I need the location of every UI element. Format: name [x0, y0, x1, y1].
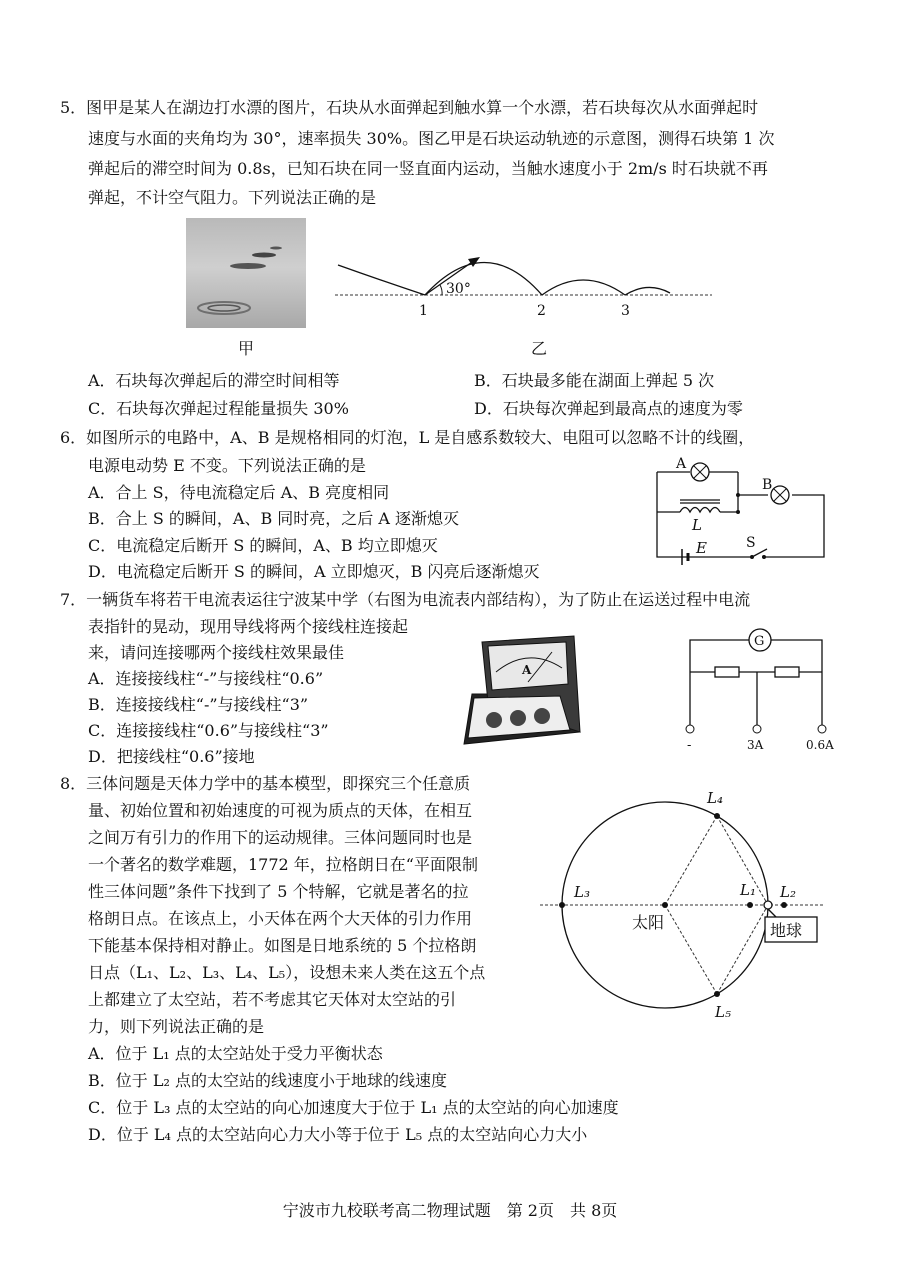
q6-option-d: D．电流稳定后断开 S 的瞬间，A 立即熄灭，B 闪亮后逐渐熄灭 [88, 562, 540, 581]
q6-option-c: C．电流稳定后断开 S 的瞬间，A、B 均立即熄灭 [88, 536, 438, 555]
q8-stem-line10: 力，则下列说法正确的是 [88, 1017, 265, 1036]
q5-option-b: B．石块最多能在湖面上弹起 5 次 [474, 371, 715, 390]
q8-stem-line1: 8．三体问题是天体力学中的基本模型，即探究三个任意质 [60, 774, 471, 793]
q8-option-c: C．位于 L₃ 点的太空站的向心加速度大于位于 L₁ 点的太空站的向心加速度 [88, 1098, 619, 1117]
q7-stem-line1: 7．一辆货车将若干电流表运往宁波某中学（右图为电流表内部结构），为了防止在运送过程中电流 [60, 590, 751, 609]
q8-option-d: D．位于 L₄ 点的太空站向心力大小等于位于 L₅ 点的太空站向心力大小 [88, 1125, 588, 1144]
q5-stem-line3: 弹起后的滞空时间为 0.8s，已知石块在同一竖直面内运动，当触水速度小于 2m/s 时石块就不再 [88, 159, 768, 178]
ammeter-internal-circuit [680, 625, 840, 755]
l4-dot [714, 813, 720, 819]
q7-stem-line2: 表指针的晃动，现用导线将两个接线柱连接起 [88, 617, 409, 636]
q7-option-d: D．把接线柱“0.6”接地 [88, 747, 255, 766]
stone-skipping-photo [186, 218, 306, 328]
q6-stem-line1: 6．如图所示的电路中，A、B 是规格相同的灯泡，L 是自感系数较大、电阻可以忽略不计的线圈， [60, 428, 755, 447]
q5-stem-line4: 弹起，不计空气阻力。下列说法正确的是 [88, 188, 377, 207]
terminal-minus-icon [486, 712, 502, 728]
l1-label: L₁ [740, 881, 756, 899]
q7-option-b: B．连接接线柱“-”与接线柱“3” [88, 695, 309, 714]
l3-dot [559, 902, 565, 908]
q5-option-d: D．石块每次弹起到最高点的速度为零 [474, 399, 743, 418]
terminal-06a-label: 0.6A [806, 738, 834, 752]
q8-option-b: B．位于 L₂ 点的太空站的线速度小于地球的线速度 [88, 1071, 447, 1090]
switch-s-label: S [746, 535, 756, 551]
q5-stem-line1: 5．图甲是某人在湖边打水漂的图片，石块从水面弹起到触水算一个水漂，若石块每次从水面弹起时 [60, 98, 759, 117]
l2-dot [781, 902, 787, 908]
ammeter-picture [462, 632, 582, 752]
q8-stem-line4: 一个著名的数学难题，1772 年，拉格朗日在“平面限制 [88, 855, 478, 874]
q6-circuit-diagram [652, 456, 832, 570]
fig-jia-label: 甲 [238, 339, 255, 358]
photo-ripples [186, 218, 306, 328]
terminal-3-icon [534, 708, 550, 724]
q6-option-a: A．合上 S，待电流稳定后 A、B 亮度相同 [88, 483, 390, 502]
earth-dot [764, 901, 772, 909]
q8-stem-line8: 日点（L₁、L₂、L₃、L₄、L₅），设想未来人类在这五个点 [88, 963, 486, 982]
l4-label: L₄ [707, 789, 723, 807]
q6-stem-line2: 电源电动势 E 不变。下列说法正确的是 [88, 456, 366, 475]
point-1-label: 1 [419, 303, 428, 319]
shunt-resistor-2 [775, 667, 799, 677]
q8-option-a: A．位于 L₁ 点的太空站处于受力平衡状态 [88, 1044, 383, 1063]
fig-yi-label: 乙 [531, 339, 548, 358]
q7-option-a: A．连接接线柱“-”与接线柱“0.6” [88, 669, 324, 688]
q8-stem-line3: 之间万有引力的作用下的运动规律。三体问题同时也是 [88, 828, 473, 847]
q8-stem-line5: 性三体问题”条件下找到了 5 个特解，它就是著名的拉 [88, 882, 469, 901]
coil-l-label: L [692, 516, 702, 534]
q8-stem-line2: 量、初始位置和初始速度的可视为质点的天体，在相互 [88, 801, 473, 820]
coil-icon [680, 508, 720, 513]
emf-e-label: E [696, 539, 707, 557]
l5-dot [714, 991, 720, 997]
q5-stem-line2: 速度与水面的夹角均为 30°，速率损失 30%。图乙甲是石块运动轨迹的示意图，测得石块第 1 次 [88, 129, 775, 148]
ammeter-dial-a: A [522, 663, 532, 677]
q7-stem-line3: 来，请问连接哪两个接线柱效果最佳 [88, 643, 345, 662]
q6-option-b: B．合上 S 的瞬间，A、B 同时亮，之后 A 逐渐熄灭 [88, 509, 460, 528]
l2-label: L₂ [780, 883, 796, 901]
angle-label: 30° [446, 281, 471, 297]
l1-dot [747, 902, 753, 908]
q7-option-c: C．连接接线柱“0.6”与接线柱“3” [88, 721, 329, 740]
trajectory-diagram [330, 235, 730, 335]
point-2-label: 2 [537, 303, 546, 319]
q5-option-a: A．石块每次弹起后的滞空时间相等 [88, 371, 340, 390]
galvanometer-g-label: G [754, 634, 765, 649]
point-3-label: 3 [621, 303, 630, 319]
lamp-b-label: B [762, 477, 773, 493]
sun-dot [662, 902, 668, 908]
q8-stem-line9: 上都建立了太空站，若不考虑其它天体对太空站的引 [88, 990, 457, 1009]
terminal-minus-label: - [687, 738, 692, 753]
lamp-a-label: A [676, 456, 687, 472]
l3-label: L₃ [574, 883, 590, 901]
terminal-06-icon [510, 710, 526, 726]
q5-option-c: C．石块每次弹起过程能量损失 30% [88, 399, 349, 418]
shunt-resistor-1 [715, 667, 739, 677]
terminal-3a-label: 3A [747, 738, 764, 752]
l5-label: L₅ [715, 1003, 731, 1021]
earth-label: 地球 [770, 921, 803, 940]
q8-stem-line7: 下能基本保持相对静止。如图是日地系统的 5 个拉格朗 [88, 936, 477, 955]
sun-label: 太阳 [632, 913, 665, 932]
q8-stem-line6: 格朗日点。在该点上，小天体在两个大天体的引力作用 [88, 909, 473, 928]
page-footer: 宁波市九校联考高二物理试题 第 2页 共 8页 [282, 1201, 618, 1220]
lagrange-points-diagram [540, 785, 840, 1025]
